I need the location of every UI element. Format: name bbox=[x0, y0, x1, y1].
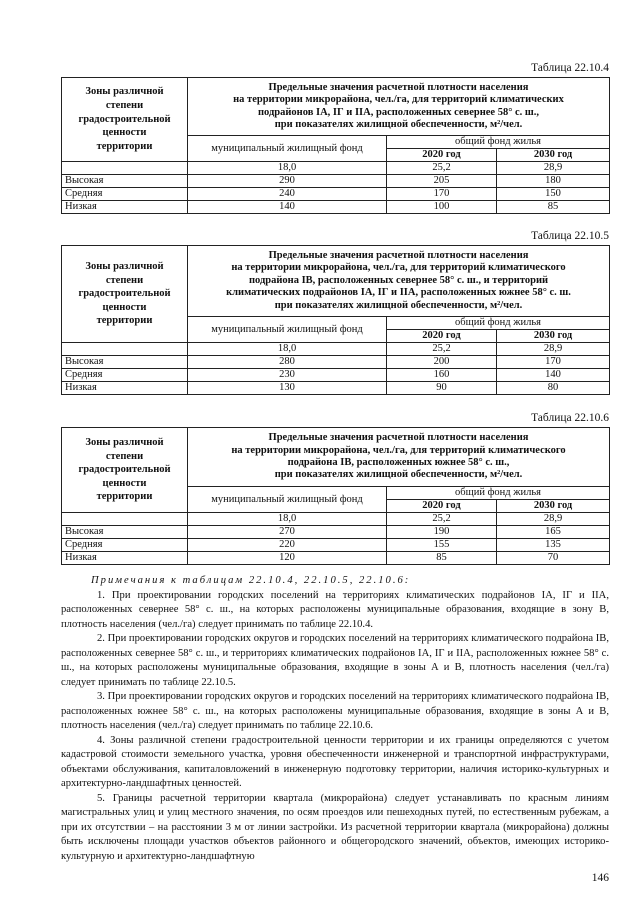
provision-value: 28,9 bbox=[497, 343, 610, 356]
density-value: 170 bbox=[497, 356, 610, 369]
table-caption: Таблица 22.10.6 bbox=[531, 412, 609, 424]
provision-row bbox=[62, 162, 610, 175]
density-value: 150 bbox=[497, 188, 610, 201]
provision-value: 28,9 bbox=[497, 162, 610, 175]
provision-row bbox=[62, 513, 610, 526]
page-number: 146 bbox=[591, 872, 609, 884]
zone-label: Низкая bbox=[62, 201, 188, 214]
density-value: 180 bbox=[497, 175, 610, 188]
density-value: 85 bbox=[497, 201, 610, 214]
table-row bbox=[62, 552, 610, 565]
zone-header: Зоны различной степени градостроительной ценности территории bbox=[62, 246, 188, 343]
table-caption: Таблица 22.10.5 bbox=[531, 230, 609, 242]
year-header: 2020 год bbox=[387, 500, 497, 513]
density-table-22-10-5 bbox=[61, 245, 610, 395]
density-value: 190 bbox=[387, 526, 497, 539]
density-header: Предельные значения расчетной плотности населения на территории микрорайона, чел./га, для территорий климатического подрайона IВ, расположенных севернее 58° с. ш., и территорий климатических подрайонов IА, IГ и IIА, расположенных южнее 58° с. ш. при показателях жилищной обеспеченности, м²/чел. bbox=[188, 246, 610, 317]
density-value: 220 bbox=[188, 539, 387, 552]
density-table-22-10-6 bbox=[61, 427, 610, 565]
density-value: 130 bbox=[188, 382, 387, 395]
density-value: 240 bbox=[188, 188, 387, 201]
density-value: 270 bbox=[188, 526, 387, 539]
table-row bbox=[62, 175, 610, 188]
provision-value: 18,0 bbox=[188, 162, 387, 175]
density-header: Предельные значения расчетной плотности населения на территории микрорайона, чел./га, для территорий климатических подрайонов IА, IГ и IIА, расположенных севернее 58° с. ш., при показателях жилищной обеспеченности, м²/чел. bbox=[188, 78, 610, 136]
density-value: 90 bbox=[387, 382, 497, 395]
note-paragraph: 3. При проектировании городских округов и городских поселений на территориях климатического подрайона IВ, расположенных южнее 58° с. ш., на которых расположены муниципальные образования, входящие в зоны А и В, плотность населения (чел./га) следует принимать по таблице 22.10.6. bbox=[61, 691, 609, 731]
general-fund-header: общий фонд жилья bbox=[387, 136, 610, 149]
note-paragraph: 5. Границы расчетной территории квартала (микрорайона) следует устанавливать по красным линиям магистральных улиц и улиц местного значения, по осям проездов или пешеходных путей, по естественным рубежам, а при их отсутствии – на расстоянии 3 м от линии застройки. Из расчетной территории квартала (микрорайона) должны быть исключены площади участков объектов районного и общегородского значений, объектов, имеющих историко-культурную и архитектурно-ландшафтную bbox=[61, 792, 609, 862]
density-value: 170 bbox=[387, 188, 497, 201]
zone-label: Высокая bbox=[62, 175, 188, 188]
year-header: 2030 год bbox=[497, 149, 610, 162]
density-value: 205 bbox=[387, 175, 497, 188]
density-header: Предельные значения расчетной плотности населения на территории микрорайона, чел./га, для территорий климатического подрайона IВ, расположенных южнее 58° с. ш., при показателях жилищной обеспеченности, м²/чел. bbox=[188, 428, 610, 487]
density-value: 290 bbox=[188, 175, 387, 188]
municipal-fund-header: муниципальный жилищный фонд bbox=[188, 136, 387, 162]
provision-value: 18,0 bbox=[188, 513, 387, 526]
density-value: 140 bbox=[497, 369, 610, 382]
zone-header: Зоны различной степени градостроительной ценности территории bbox=[62, 428, 188, 513]
zone-header: Зоны различной степени градостроительной ценности территории bbox=[62, 78, 188, 162]
table-row bbox=[62, 201, 610, 214]
note-paragraph: 1. При проектировании городских поселений на территориях климатических подрайонов IА, IГ и IIА, расположенных севернее 58° с. ш., на которых расположены муниципальные образования, входящие в зону В, плотность населения (чел./га) следует принимать по таблице 22.10.4. bbox=[61, 589, 609, 630]
density-value: 140 bbox=[188, 201, 387, 214]
table-row bbox=[62, 382, 610, 395]
note-paragraph: 4. Зоны различной степени градостроительной ценности территории и их границы определяются с учетом кадастровой стоимости земельного участка, уровня обеспеченности инженерной и транспортной инфраструктурами, объектами обслуживания, капиталовложений в инженерную подготовку территории, наличия историко-культурных и архитектурно-ландшафтных ценностей. bbox=[61, 734, 609, 789]
density-value: 70 bbox=[497, 552, 610, 565]
density-value: 80 bbox=[497, 382, 610, 395]
density-value: 85 bbox=[387, 552, 497, 565]
table-row bbox=[62, 188, 610, 201]
provision-value: 25,2 bbox=[387, 162, 497, 175]
density-table-22-10-4 bbox=[61, 77, 610, 214]
year-header: 2020 год bbox=[387, 149, 497, 162]
note-paragraph: 2. При проектировании городских округов и городских поселений на территориях климатического подрайона IВ, расположенных севернее 58° с. ш., и территориях климатических подрайонов IА, IГ и IIА, расположенных южнее 58° с. ш., на которых расположены муниципальные образования, входящие в зоны А и В, плотность населения (чел./га) следует принимать по таблице 22.10.5. bbox=[61, 633, 609, 688]
density-value: 155 bbox=[387, 539, 497, 552]
zone-label: Высокая bbox=[62, 356, 188, 369]
provision-value: 18,0 bbox=[188, 343, 387, 356]
density-value: 230 bbox=[188, 369, 387, 382]
provision-value: 25,2 bbox=[387, 513, 497, 526]
year-header: 2030 год bbox=[497, 500, 610, 513]
municipal-fund-header: муниципальный жилищный фонд bbox=[188, 487, 387, 513]
general-fund-header: общий фонд жилья bbox=[387, 487, 610, 500]
density-value: 165 bbox=[497, 526, 610, 539]
year-header: 2030 год bbox=[497, 330, 610, 343]
density-value: 135 bbox=[497, 539, 610, 552]
zone-label: Высокая bbox=[62, 526, 188, 539]
density-value: 120 bbox=[188, 552, 387, 565]
provision-value: 25,2 bbox=[387, 343, 497, 356]
table-row bbox=[62, 356, 610, 369]
provision-value: 28,9 bbox=[497, 513, 610, 526]
zone-label: Средняя bbox=[62, 539, 188, 552]
zone-label: Низкая bbox=[62, 552, 188, 565]
notes-section bbox=[61, 574, 609, 864]
zone-label: Средняя bbox=[62, 369, 188, 382]
provision-row bbox=[62, 343, 610, 356]
density-value: 200 bbox=[387, 356, 497, 369]
general-fund-header: общий фонд жилья bbox=[387, 317, 610, 330]
zone-label: Низкая bbox=[62, 382, 188, 395]
table-row bbox=[62, 539, 610, 552]
table-row bbox=[62, 526, 610, 539]
table-caption: Таблица 22.10.4 bbox=[531, 62, 609, 74]
table-row bbox=[62, 369, 610, 382]
zone-label: Средняя bbox=[62, 188, 188, 201]
year-header: 2020 год bbox=[387, 330, 497, 343]
density-value: 100 bbox=[387, 201, 497, 214]
notes-heading: Примечания к таблицам 22.10.4, 22.10.5, 22.10.6: bbox=[91, 575, 411, 586]
density-value: 280 bbox=[188, 356, 387, 369]
municipal-fund-header: муниципальный жилищный фонд bbox=[188, 317, 387, 343]
density-value: 160 bbox=[387, 369, 497, 382]
